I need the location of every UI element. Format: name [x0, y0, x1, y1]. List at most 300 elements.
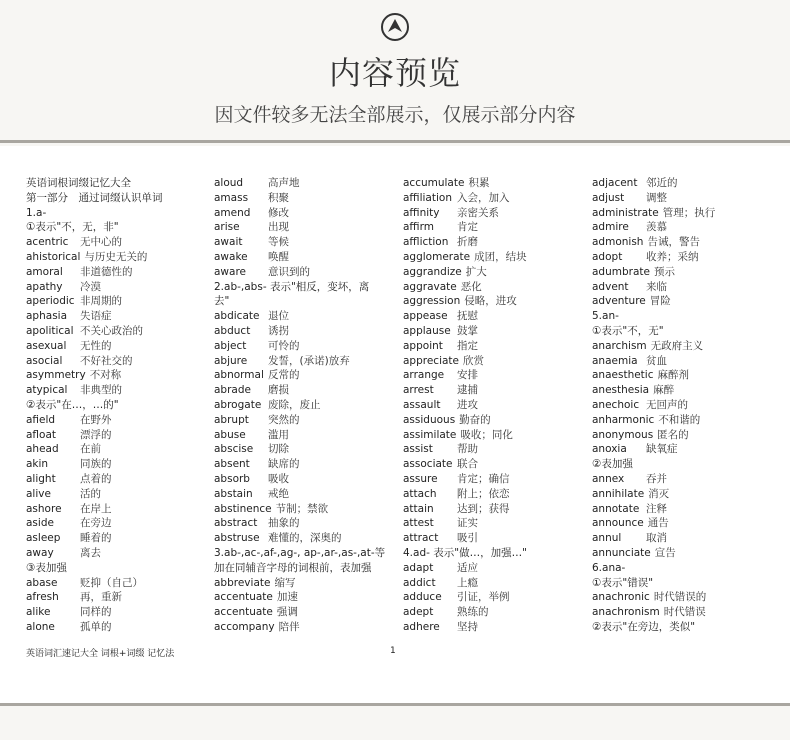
- vocab-line: [592, 502, 772, 517]
- vocab-meaning: 吞并: [646, 472, 667, 485]
- vocab-word: 第一部分 通过词缀认识单词: [26, 191, 163, 204]
- vocab-word: afield: [26, 413, 56, 426]
- vocab-meaning: 无性的: [80, 339, 112, 352]
- vocab-word: amass: [214, 191, 249, 204]
- vocab-meaning: 坚持: [457, 620, 478, 633]
- vocab-word: abstract: [214, 517, 258, 530]
- vocab-word: anachronic: [592, 591, 650, 604]
- vocab-line: [592, 398, 772, 413]
- vocab-line: [214, 428, 394, 443]
- vocab-meaning: 麻醉: [653, 384, 675, 397]
- vocab-meaning: 加速: [276, 591, 298, 604]
- vocab-meaning: 邻近的: [646, 177, 678, 189]
- vocab-line: [26, 605, 206, 620]
- vocab-line: [403, 487, 583, 502]
- vocab-meaning: 吸引: [457, 532, 478, 545]
- vocab-line: [403, 280, 583, 295]
- vocab-word: amend: [214, 206, 251, 219]
- vocab-word: arise: [214, 221, 240, 234]
- vocab-meaning: 入会，加入: [457, 191, 510, 204]
- vocab-word: addict: [403, 576, 436, 589]
- vocab-line: [214, 250, 394, 265]
- vocab-meaning: 诱拐: [268, 324, 289, 337]
- vocab-meaning: 反常的: [268, 369, 300, 382]
- vocab-meaning: 时代错误: [663, 606, 706, 619]
- vocab-line: [26, 250, 206, 265]
- vocab-meaning: 缺氧症: [646, 443, 678, 456]
- vocab-meaning: 积累: [468, 177, 490, 189]
- vocab-word: aside: [26, 517, 54, 530]
- vocab-line: [592, 442, 772, 457]
- vocab-meaning: 贬抑（自己）: [80, 576, 143, 589]
- vocab-word: aware: [214, 265, 247, 278]
- vocab-word: annotate: [592, 502, 640, 515]
- vocab-word: absent: [214, 458, 250, 471]
- vocab-line: [26, 309, 206, 324]
- page-title: 内容预览: [328, 54, 461, 92]
- vocab-line: [592, 250, 772, 265]
- vocab-word: ①表示"不，无，非": [26, 221, 119, 234]
- vocab-meaning: 预示: [653, 265, 675, 278]
- vocab-line: [214, 487, 394, 502]
- vocab-line: [26, 265, 206, 280]
- vocab-line: [592, 280, 772, 295]
- vocab-word: anachronism: [592, 606, 660, 619]
- vocab-word: admonish: [592, 236, 644, 249]
- vocab-word: asocial: [26, 354, 63, 367]
- vocab-meaning: 贫血: [646, 354, 667, 367]
- vocab-line: [592, 383, 772, 398]
- vocab-word: alone: [26, 620, 55, 633]
- vocab-word: attach: [403, 487, 437, 500]
- vocab-meaning: 收养；采纳: [646, 250, 699, 263]
- vocab-line: [592, 561, 772, 576]
- vocab-word: anarchism: [592, 339, 647, 352]
- vocab-meaning: 活的: [80, 487, 101, 500]
- vocab-word: adopt: [592, 250, 623, 263]
- vocab-line: [403, 309, 583, 324]
- vocab-line: [592, 235, 772, 250]
- vocab-line: [403, 339, 583, 354]
- vocab-meaning: 适应: [457, 561, 478, 574]
- vocab-line: [26, 206, 206, 221]
- vocab-word: ③表加强: [26, 561, 67, 574]
- vocab-meaning: 不和谐的: [658, 413, 701, 426]
- vocab-line: [592, 339, 772, 354]
- text-column-2: [214, 176, 394, 635]
- vocab-word: 加在同辅音字母的词根前，表加强: [214, 561, 372, 574]
- vocab-word: abbreviate: [214, 576, 271, 589]
- vocab-line: [26, 516, 206, 531]
- vocab-meaning: 联合: [457, 458, 478, 471]
- vocab-meaning: 抽象的: [268, 517, 300, 530]
- vocab-meaning: 熟练的: [457, 606, 489, 619]
- vocab-line: [214, 368, 394, 383]
- text-column-4: [592, 176, 772, 635]
- vocab-line: [26, 368, 206, 383]
- vocab-line: [592, 531, 772, 546]
- vocab-meaning: 同族的: [80, 458, 112, 471]
- vocab-word: abduct: [214, 324, 251, 337]
- vocab-line: [214, 413, 394, 428]
- vocab-word: abstain: [214, 487, 253, 500]
- vocab-word: aggression: [403, 295, 461, 308]
- vocab-line: [592, 516, 772, 531]
- vocab-line: [592, 368, 772, 383]
- vocab-meaning: 肯定: [457, 221, 478, 234]
- vocab-word: atypical: [26, 384, 68, 397]
- vocab-word: asexual: [26, 339, 67, 352]
- vocab-line: [214, 561, 394, 576]
- vocab-line: [592, 206, 772, 221]
- vocab-meaning: 进攻: [457, 398, 478, 411]
- vocab-word: annex: [592, 472, 625, 485]
- vocab-word: absorb: [214, 472, 250, 485]
- vocab-line: [592, 413, 772, 428]
- vocab-word: abject: [214, 339, 247, 352]
- vocab-word: abrade: [214, 384, 251, 397]
- vocab-meaning: 非周期的: [80, 295, 122, 308]
- vocab-word: alive: [26, 487, 51, 500]
- vocab-word: annihilate: [592, 487, 645, 500]
- vocab-word: ②表加强: [592, 458, 633, 471]
- vocab-word: adumbrate: [592, 265, 650, 278]
- vocab-word: anesthesia: [592, 384, 650, 397]
- vocab-meaning: 吸收；同化: [460, 428, 513, 441]
- vocab-line: [403, 531, 583, 546]
- vocab-word: abjure: [214, 354, 248, 367]
- vocab-meaning: 时代错误的: [653, 591, 707, 604]
- vocab-meaning: 离去: [80, 546, 101, 559]
- vocab-line: [403, 324, 583, 339]
- vocab-meaning: 肯定；确信: [457, 472, 510, 485]
- vocab-word: attain: [403, 502, 434, 515]
- vocab-line: [403, 235, 583, 250]
- vocab-line: [26, 235, 206, 250]
- vocab-meaning: 羡慕: [646, 221, 667, 234]
- vocab-meaning: 证实: [457, 517, 478, 530]
- vocab-word: ②表示"在旁边，类似": [592, 620, 696, 633]
- vocab-line: [592, 309, 772, 324]
- logo-icon: [380, 12, 410, 42]
- vocab-word: abnormal: [214, 369, 264, 382]
- vocab-word: abdicate: [214, 310, 260, 323]
- vocab-line: [214, 442, 394, 457]
- vocab-line: [26, 576, 206, 591]
- vocab-word: adjust: [592, 191, 625, 204]
- vocab-word: away: [26, 546, 54, 559]
- vocab-meaning: 通告: [647, 517, 669, 530]
- vocab-word: accentuate: [214, 591, 273, 604]
- vocab-meaning: 切除: [268, 443, 289, 456]
- vocab-line: [26, 324, 206, 339]
- vocab-line: [214, 457, 394, 472]
- vocab-line: [214, 176, 394, 191]
- vocab-word: affiliation: [403, 191, 452, 204]
- vocab-meaning: 不好社交的: [80, 354, 133, 367]
- vocab-line: [26, 280, 206, 295]
- vocab-line: [214, 590, 394, 605]
- vocab-meaning: 达到；获得: [457, 502, 510, 515]
- vocab-word: assiduous: [403, 413, 456, 426]
- vocab-line: [214, 576, 394, 591]
- vocab-line: [214, 546, 394, 561]
- vocab-line: [26, 220, 206, 235]
- vocab-word: associate: [403, 458, 453, 471]
- vocab-line: [26, 546, 206, 561]
- vocab-line: [214, 531, 394, 546]
- vocab-word: ahead: [26, 443, 59, 456]
- vocab-line: [26, 590, 206, 605]
- vocab-line: [214, 235, 394, 250]
- vocab-line: [403, 561, 583, 576]
- vocab-line: [592, 576, 772, 591]
- vocab-meaning: 吸收: [268, 472, 289, 485]
- vocab-meaning: 漂浮的: [80, 428, 112, 441]
- vocab-word: anaesthetic: [592, 369, 654, 382]
- vocab-line: [403, 206, 583, 221]
- vocab-meaning: 缺席的: [268, 458, 300, 471]
- vocab-line: [214, 398, 394, 413]
- vocab-meaning: 在野外: [80, 413, 112, 426]
- bottom-divider: [0, 703, 790, 706]
- vocab-meaning: 管理；执行: [662, 206, 716, 219]
- vocab-line: [403, 383, 583, 398]
- vocab-word: 英语词根词缀记忆大全: [26, 177, 131, 189]
- vocab-word: anoxia: [592, 443, 627, 456]
- vocab-meaning: 戒绝: [268, 487, 289, 500]
- vocab-word: 5.an-: [592, 310, 619, 323]
- vocab-meaning: 点着的: [80, 472, 112, 485]
- vocab-meaning: 告诫，警告: [647, 236, 700, 249]
- vocab-meaning: 出现: [268, 221, 289, 234]
- vocab-word: adept: [403, 606, 434, 619]
- vocab-word: abase: [26, 576, 58, 589]
- vocab-meaning: 发誓，(承诺)放弃: [268, 354, 350, 367]
- vocab-meaning: 意识到的: [268, 265, 310, 278]
- vocab-line: [403, 472, 583, 487]
- vocab-line: [26, 354, 206, 369]
- vocab-meaning: 睡着的: [80, 532, 112, 545]
- vocab-word: admire: [592, 221, 629, 234]
- vocab-line: [214, 280, 394, 295]
- vocab-word: affliction: [403, 236, 449, 249]
- vocab-word: appreciate: [403, 354, 460, 367]
- vocab-line: [26, 191, 206, 206]
- vocab-word: anharmonic: [592, 413, 655, 426]
- vocab-line: [214, 620, 394, 635]
- vocab-word: await: [214, 236, 243, 249]
- vocab-line: [592, 487, 772, 502]
- vocab-word: affinity: [403, 206, 440, 219]
- vocab-line: [403, 191, 583, 206]
- vocab-line: [214, 339, 394, 354]
- vocab-line: [403, 502, 583, 517]
- vocab-word: appease: [403, 310, 448, 323]
- vocab-line: [403, 516, 583, 531]
- vocab-meaning: 在岸上: [80, 502, 112, 515]
- vocab-meaning: 冒险: [649, 295, 671, 308]
- vocab-word: asymmetry: [26, 369, 86, 382]
- vocab-meaning: 节制；禁欲: [275, 502, 329, 515]
- vocab-word: 1.a-: [26, 206, 47, 219]
- vocab-line: [214, 472, 394, 487]
- vocab-word: assimilate: [403, 428, 457, 441]
- vocab-word: acentric: [26, 236, 69, 249]
- vocab-line: [592, 605, 772, 620]
- vocab-meaning: 安排: [457, 369, 478, 382]
- vocab-word: asleep: [26, 532, 61, 545]
- vocab-word: ①表示"不，无": [592, 324, 664, 337]
- vocab-meaning: 在前: [80, 443, 101, 456]
- vocab-line: [403, 265, 583, 280]
- vocab-word: attract: [403, 532, 439, 545]
- vocab-word: anechoic: [592, 398, 640, 411]
- vocab-word: afresh: [26, 591, 59, 604]
- vocab-line: [26, 176, 206, 191]
- vocab-line: [403, 620, 583, 635]
- vocab-line: [214, 191, 394, 206]
- vocab-word: adhere: [403, 620, 440, 633]
- vocab-line: [214, 265, 394, 280]
- text-column-3: [403, 176, 583, 635]
- vocab-word: apolitical: [26, 324, 74, 337]
- vocab-meaning: 取消: [646, 532, 667, 545]
- vocab-meaning: 唤醒: [268, 250, 289, 263]
- vocab-word: administrate: [592, 206, 659, 219]
- vocab-meaning: 同样的: [80, 606, 112, 619]
- vocab-line: [214, 502, 394, 517]
- vocab-line: [214, 309, 394, 324]
- vocab-meaning: 等候: [268, 236, 289, 249]
- vocab-line: [214, 206, 394, 221]
- vocab-meaning: 积聚: [268, 191, 289, 204]
- vocab-meaning: 调整: [646, 191, 667, 204]
- vocab-meaning: 欣赏: [463, 354, 485, 367]
- vocab-meaning: 帮助: [457, 443, 478, 456]
- vocab-line: [403, 413, 583, 428]
- vocab-meaning: 亲密关系: [457, 206, 499, 219]
- vocab-meaning: 指定: [457, 339, 478, 352]
- vocab-meaning: 可怜的: [268, 339, 300, 352]
- vocab-line: [592, 472, 772, 487]
- vocab-line: [592, 428, 772, 443]
- vocab-line: [26, 294, 206, 309]
- vocab-line: [403, 398, 583, 413]
- vocab-meaning: 非典型的: [80, 384, 122, 397]
- vocab-word: alight: [26, 472, 56, 485]
- vocab-line: [26, 398, 206, 413]
- vocab-word: attest: [403, 517, 434, 530]
- vocab-meaning: 冷漠: [80, 280, 101, 293]
- footer-title: 英语词汇速记大全 词根+词缀 记忆法: [26, 649, 175, 659]
- vocab-word: adjacent: [592, 177, 638, 189]
- vocab-line: [214, 294, 394, 309]
- vocab-word: aggrandize: [403, 265, 462, 278]
- vocab-line: [403, 457, 583, 472]
- vocab-meaning: 无回声的: [646, 398, 688, 411]
- vocab-line: [214, 605, 394, 620]
- vocab-word: afloat: [26, 428, 57, 441]
- vocab-word: abuse: [214, 428, 246, 441]
- vocab-meaning: 孤单的: [80, 620, 112, 633]
- vocab-line: [26, 442, 206, 457]
- vocab-word: accentuate: [214, 606, 273, 619]
- vocab-word: apathy: [26, 280, 63, 293]
- vocab-word: 2.ab-,abs- 表示"相反，变坏，离: [214, 280, 370, 293]
- vocab-line: [26, 561, 206, 576]
- vocab-word: abrogate: [214, 398, 262, 411]
- vocab-meaning: 抚慰: [457, 310, 478, 323]
- vocab-word: 去": [214, 295, 230, 308]
- vocab-word: arrest: [403, 384, 434, 397]
- vocab-word: aperiodic: [26, 295, 75, 308]
- vocab-line: [592, 294, 772, 309]
- vocab-meaning: 再，重新: [80, 591, 122, 604]
- vocab-word: alike: [26, 606, 51, 619]
- page-subtitle: 因文件较多无法全部展示，仅展示部分内容: [214, 104, 576, 126]
- vocab-word: assist: [403, 443, 433, 456]
- vocab-word: aloud: [214, 177, 244, 189]
- vocab-line: [592, 590, 772, 605]
- vocab-word: 3.ab-,ac-,af-,ag-, ap-,ar-,as-,at-等: [214, 546, 386, 559]
- vocab-line: [592, 176, 772, 191]
- vocab-meaning: 麻醉剂: [657, 369, 689, 382]
- vocab-line: [26, 383, 206, 398]
- vocab-line: [592, 457, 772, 472]
- preview-header: [0, 0, 790, 140]
- vocab-line: [26, 502, 206, 517]
- vocab-line: [403, 250, 583, 265]
- vocab-meaning: 与历史无关的: [84, 250, 148, 263]
- vocab-word: aggravate: [403, 280, 457, 293]
- vocab-line: [214, 383, 394, 398]
- vocab-word: affirm: [403, 221, 434, 234]
- vocab-word: abscise: [214, 443, 254, 456]
- vocab-meaning: 匿名的: [657, 428, 689, 441]
- vocab-word: adduce: [403, 591, 442, 604]
- vocab-word: adapt: [403, 561, 434, 574]
- vocab-word: amoral: [26, 265, 63, 278]
- vocab-meaning: 不对称: [89, 369, 122, 382]
- vocab-line: [26, 620, 206, 635]
- vocab-word: 4.ad- 表示"做…，加强…": [403, 546, 527, 559]
- vocab-word: annul: [592, 532, 622, 545]
- vocab-meaning: 突然的: [268, 413, 300, 426]
- vocab-meaning: 成团，结块: [474, 250, 527, 263]
- page-number: 1: [390, 646, 396, 656]
- vocab-meaning: 扩大: [465, 265, 487, 278]
- vocab-meaning: 陪伴: [278, 620, 300, 633]
- vocab-line: [26, 531, 206, 546]
- vocab-line: [403, 590, 583, 605]
- vocab-meaning: 在旁边: [80, 517, 112, 530]
- vocab-meaning: 高声地: [268, 177, 300, 189]
- vocab-word: anaemia: [592, 354, 638, 367]
- vocab-word: awake: [214, 250, 248, 263]
- top-divider: [0, 140, 790, 143]
- vocab-word: annunciate: [592, 546, 651, 559]
- vocab-line: [214, 516, 394, 531]
- vocab-word: arrange: [403, 369, 445, 382]
- vocab-word: ashore: [26, 502, 62, 515]
- vocab-line: [214, 324, 394, 339]
- vocab-line: [592, 265, 772, 280]
- vocab-line: [403, 176, 583, 191]
- vocab-line: [403, 294, 583, 309]
- vocab-word: adventure: [592, 295, 646, 308]
- vocab-line: [214, 220, 394, 235]
